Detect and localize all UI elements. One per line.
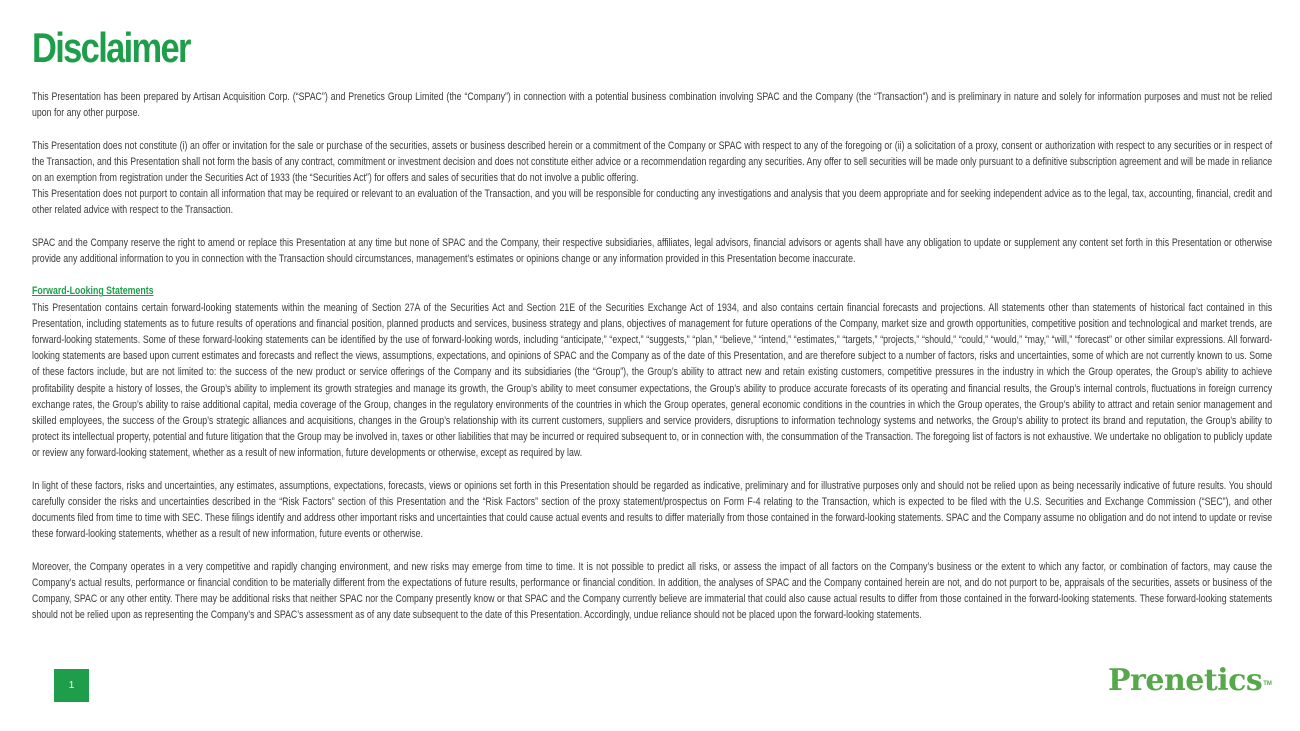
page-title: Disclaimer [32,24,190,71]
page-number-badge [54,669,89,702]
section-heading-forward-looking: Forward-Looking Statements [32,285,154,298]
logo-trademark: TM [1263,681,1272,687]
prenetics-logo [1108,663,1272,699]
paragraph-risk-factors: In light of these factors, risks and uncertainties, any estimates, assumptions, expectations, forecasts, views or opinions set forth in this Presentation should be regarded as indicative, preliminary and for illustrative purposes only and should not be relied upon as being necessarily indicative of future results. You should carefully consider the risks and uncertainties described in the “Risk Factors” section of this Presentation and the “Risk Factors” section of the proxy statement/prospectus on Form F-4 relating to the Transaction, which is expected to be filed with the U.S. Securities and Exchange Commission (“SEC”), and other documents filed from time to time with SEC. These filings identify and address other important risks and uncertainties that could cause actual events and results to differ materially from those contained in the forward-looking statements. SPAC and the Company assume no obligation and do not intend to update or revise these forward-looking statements, whether as a result of new information, future events or otherwise. [32,479,1273,541]
paragraph-no-offer: This Presentation does not constitute (i) an offer or invitation for the sale or purchase of the securities, assets or business described herein or a commitment of the Company or SPAC with respect to any of the foregoing or (ii) a solicitation of a proxy, consent or authorization with respect to any securities or in respect of the Transaction, and this Presentation shall not form the basis of any contract, commitment or investment decision and does not constitute either advice or a recommendation regarding any securities. Any offer to sell securities will be made only pursuant to a definitive subscription agreement and will be made in reliance on an exemption from registration under the Securities Act of 1933 (the “Securities Act”) for offers and sales of securities that do not involve a public offering. [32,139,1273,184]
logo-wordmark: Prenetics [1108,663,1263,698]
paragraph-competitive-environment: Moreover, the Company operates in a very competitive and rapidly changing environment, and new risks may emerge from time to time. It is not possible to predict all risks, or assess the impact of all factors on the Company’s business or the extent to which any factor, or combination of factors, may cause the Company’s actual results, performance or financial condition to be materially different from the expectations of future results, performance or financial condition. In addition, the analyses of SPAC and the Company contained herein are not, and do not purport to be, appraisals of the securities, assets or business of the Company, SPAC or any other entity. There may be additional risks that neither SPAC nor the Company presently know or that SPAC and the Company currently believe are immaterial that could also cause actual results to differ from those contained in the forward-looking statements. These forward-looking statements should not be relied upon as representing the Company’s and SPAC’s assessment as of any date subsequent to the date of this Presentation. Accordingly, undue reliance should not be placed upon the forward-looking statements. [32,560,1273,622]
disclaimer-body [32,89,1272,624]
page-number: 1 [68,680,75,691]
paragraph-not-complete: This Presentation does not purport to contain all information that may be required or relevant to an evaluation of the Transaction, and you will be responsible for conducting any investigations and analysis that you deem appropriate and for seeking independent advice as to the legal, tax, accounting, financial, credit and other related advice with respect to the Transaction. [32,188,1273,217]
paragraph-intro: This Presentation has been prepared by Artisan Acquisition Corp. (“SPAC”) and Prenetics Group Limited (the “Company”) in connection with a potential business combination involving SPAC and the Company (the “Transaction”) and is preliminary in nature and solely for information purposes and must not be relied upon for any other purpose. [32,91,1273,120]
paragraph-forward-looking: This Presentation contains certain forward-looking statements within the meaning of Section 27A of the Securities Act and Section 21E of the Securities Exchange Act of 1934, and also contains certain financial forecasts and projections. All statements other than statements of historical fact contained in this Presentation, including statements as to future results of operations and financial position, planned products and services, business strategy and plans, objectives of management for future operations of the Company, market size and growth opportunities, competitive position and technological and market trends, are forward-looking statements. Some of these forward-looking statements can be identified by the use of forward-looking words, including “anticipate,” “expect,” “suggests,” “plan,” “believe,” “intend,” “estimates,” “targets,” “projects,” “should,” “could,” “would,” “may,” “will,” “forecast” or other similar expressions. All forward-looking statements are based upon current estimates and forecasts and reflect the views, assumptions, expectations, and opinions of SPAC and the Company as of the date of this Presentation, and are therefore subject to a number of factors, risks and uncertainties, some of which are not currently known to us. Some of these factors include, but are not limited to: the success of the new product or service offerings of the Company and its subsidiaries (the “Group”), the Group’s ability to attract new and retain existing customers, competitive pressures in the industry in which the Group operates, the Group’s ability to achieve profitability despite a history of losses, the Group’s ability to implement its growth strategies and manage its growth, the Group’s ability to meet consumer expectations, the Group’s ability to produce accurate forecasts of its operating and financial results, the Group’s internal controls, fluctuations in foreign currency exchange rates, the Group’s ability to raise additional capital, media coverage of the Group, changes in the regulatory environments of the countries in which the Group operates, general economic conditions in the countries in which the Group operates, the Group’s ability to attract and retain senior management and skilled employees, the success of the Group’s strategic alliances and acquisitions, changes in the Group’s relationship with its current customers, suppliers and service providers, disruptions to information technology systems and networks, the Group’s ability to protect its brand and reputation, the Group’s ability to protect its intellectual property, potential and future litigation that the Group may be involved in, taxes or other liabilities that may be incurred or required subsequent to, or in connection with, the consummation of the Transaction. The foregoing list of factors is not exhaustive. We undertake no obligation to publicly update or review any forward-looking statement, whether as a result of new information, future developments or otherwise, except as required by law. [32,301,1273,460]
paragraph-amend-rights: SPAC and the Company reserve the right to amend or replace this Presentation at any time but none of SPAC and the Company, their respective subsidiaries, affiliates, legal advisors, financial advisors or agents shall have any obligation to update or supplement any content set forth in this Presentation or otherwise provide any additional information to you in connection with the Transaction should circumstances, management’s estimates or opinions change or any information provided in this Presentation become inaccurate. [32,236,1273,265]
